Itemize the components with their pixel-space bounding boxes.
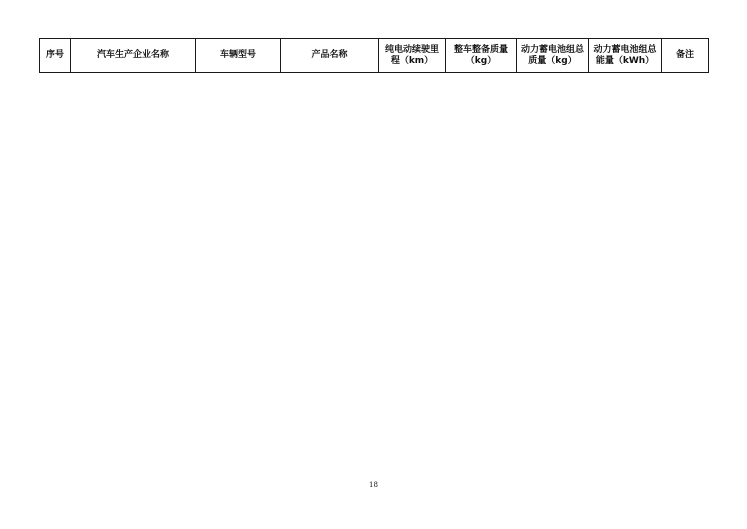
header-range: 纯电动续驶里程（km） (379, 39, 446, 73)
header-manufacturer: 汽车生产企业名称 (71, 39, 196, 73)
header-row (40, 39, 709, 73)
page-number: 18 (369, 481, 378, 489)
header-note: 备注 (662, 39, 709, 73)
header-mass: 整车整备质量（kg） (446, 39, 517, 73)
vehicle-catalog-table (39, 38, 709, 73)
header-battery-mass: 动力蓄电池组总质量（kg） (517, 39, 589, 73)
header-product: 产品名称 (281, 39, 379, 73)
header-seq: 序号 (40, 39, 71, 73)
header-battery-energy: 动力蓄电池组总能量（kWh） (589, 39, 662, 73)
header-model: 车辆型号 (196, 39, 281, 73)
